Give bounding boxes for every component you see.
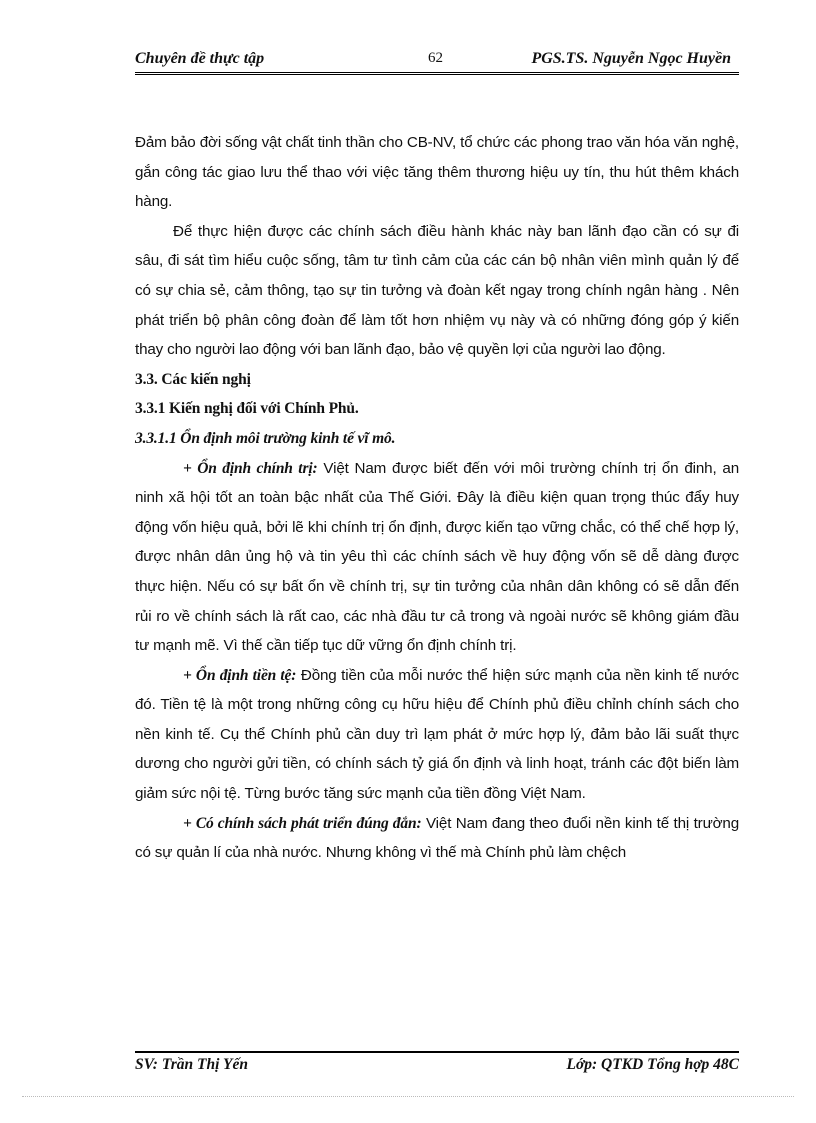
section-heading-3-3: 3.3. Các kiến nghị (135, 370, 251, 388)
item-political-stability (135, 454, 739, 661)
footer-student: SV: Trần Thị Yến (135, 1056, 248, 1073)
item-monetary-stability-label: + Ổn định tiền tệ: (183, 666, 297, 684)
subsection-heading-3-3-1: 3.3.1 Kiến nghị đối với Chính Phủ. (135, 400, 359, 418)
page-footer (135, 1054, 739, 1080)
item-development-policy (135, 809, 739, 868)
item-monetary-stability-text: Đồng tiền của mỗi nước thể hiện sức mạnh của nền kinh tế nước đó. Tiền tệ là một trong những công cụ hữu hiệu để Chính phủ điều chỉnh chính sách cho nền kinh tế. Cụ thể Chính phủ cần duy trì lạm phát ở mức hợp lý, đảm bảo lãi suất thực dương cho người gửi tiền, có chính sách tỷ giá ổn định và linh hoạt, tránh các đột biến làm giảm sức nội tệ. Từng bước tăng sức mạnh của tiền đồng Việt Nam. (135, 666, 739, 803)
page-number: 62 (428, 50, 443, 66)
page-header (135, 46, 739, 72)
item-political-stability-label: + Ổn định chính trị: (183, 459, 318, 477)
paragraph-1: Đảm bảo đời sống vật chất tinh thần cho CB-NV, tổ chức các phong trao văn hóa văn nghệ, gắn công tác giao lưu thể thao với việc tăng thêm thương hiệu uy tín, thu hút thêm khách hàng. (135, 134, 739, 211)
footer-divider (135, 1051, 739, 1053)
footer-class: Lớp: QTKD Tổng hợp 48C (566, 1056, 739, 1073)
header-supervisor: PGS.TS. Nguyễn Ngọc Huyền (531, 50, 731, 67)
item-political-stability-text: Việt Nam được biết đến với môi trường chính trị ổn đinh, an ninh xã hội tốt an toàn bậc nhất của Thế Giới. Đây là điều kiện quan trọng thúc đẩy huy động vốn hiệu quả, bởi lẽ khi chính trị ổn định, được kiến tạo vững chắc, có thể chế hợp lý, được nhân dân ủng hộ và tin yêu thì các chính sách về huy động vốn sẽ dễ dàng được thực hiện. Nếu có sự bất ổn về chính trị, sự tin tưởng của nhân dân không có sẽ dẫn đến rủi ro về chính sách là rất cao, các nhà đầu tư cả trong và ngoài nước sẽ không giám đầu tư mạnh mẽ. Vì thế cần tiếp tục dữ vững ổn định chính trị. (135, 459, 739, 655)
item-development-policy-text: Việt Nam đang theo đuổi nền kinh tế thị trường có sự quản lí của nhà nước. Nhưng không vì thế mà Chính phủ làm chệch (135, 814, 740, 862)
paragraph-2: Để thực hiện được các chính sách điều hành khác này ban lãnh đạo cần có sự đi sâu, đi sát tìm hiểu cuộc sống, tâm tư tình cảm của các cán bộ nhân viên mình quản lý để có sự chia sẻ, cảm thông, tạo sự tin tưởng và đoàn kết ngay trong chính ngân hàng . Nên phát triển bộ phân công đoàn để làm tốt hơn nhiệm vụ này và có những đóng góp ý kiến thay cho người lao động với ban lãnh đạo, bảo vệ quyền lợi của người lao động. (135, 222, 739, 359)
subsubsection-heading-3-3-1-1: 3.3.1.1 Ổn định môi trường kinh tế vĩ mô. (135, 429, 396, 447)
header-divider (135, 72, 739, 75)
item-development-policy-label: + Có chính sách phát triển đúng đắn: (183, 814, 422, 832)
body-text (135, 128, 739, 868)
page-edge (22, 1096, 794, 1097)
item-monetary-stability (135, 661, 739, 809)
header-course-title: Chuyên đề thực tập (135, 50, 265, 67)
